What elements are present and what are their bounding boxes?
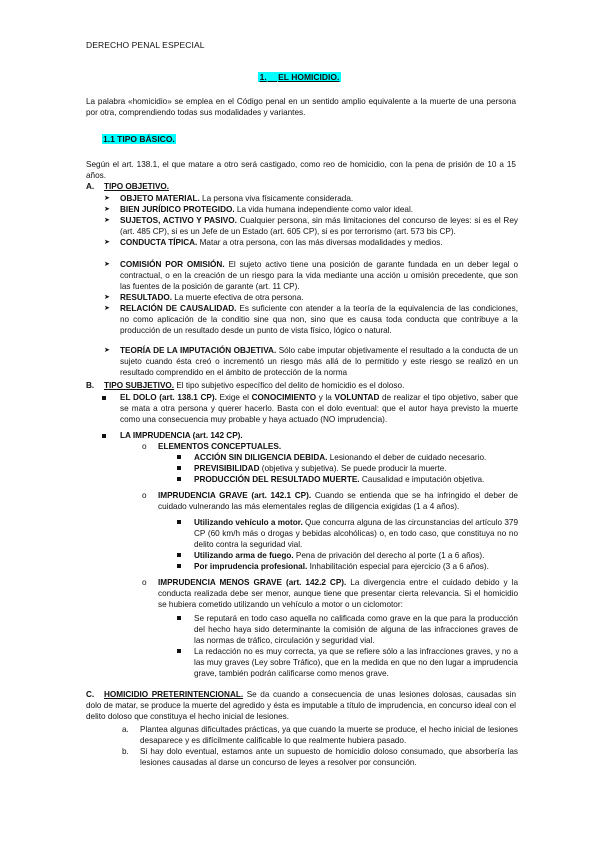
article-paragraph: Según el art. 138.1, el que matare a otro será castigado, como reo de homicidio, con la pena de prisión de 10 a 15 años.	[86, 160, 516, 180]
arrow-bullet-icon: ➤	[104, 239, 110, 246]
dolo-text-2: y la	[316, 393, 335, 402]
item-title: RESULTADO.	[120, 293, 173, 302]
section-a-heading	[86, 181, 170, 192]
grave-item	[194, 517, 518, 550]
subsection-title-text: 1.1 TIPO BÁSICO.	[103, 134, 175, 144]
small-square-bullet-icon	[177, 477, 181, 481]
elemento-item	[194, 474, 518, 485]
tipo-objetivo-item	[120, 193, 518, 204]
section-a-title: TIPO OBJETIVO.	[104, 182, 170, 191]
item-title: TEORÍA DE LA IMPUTACIÓN OBJETIVA.	[120, 346, 277, 355]
item-marker: a.	[122, 725, 129, 734]
menos-grave-item: La redacción no es muy correcta, ya que se refiere sólo a las infracciones graves, y no a las muy graves (Ley sobre Tráfico), que en la medida en que no den lugar a imprudencia grave, también podrán calificarse como menos grave.	[194, 647, 518, 678]
small-square-bullet-icon	[177, 616, 181, 620]
arrow-bullet-icon: ➤	[104, 261, 110, 268]
elemento-text: Causalidad e imputación objetiva.	[359, 475, 485, 484]
tipo-objetivo-item	[120, 237, 518, 248]
item-text: Sólo cabe imputar objetivamente el resultado a la conducta de un sujeto cuando ésta creó o incrementó un riesgo más allá de lo permitido y este riesgo se realizó en un resultado comprendido en el ámbito de protección de la norma	[120, 346, 518, 377]
imprudencia-grave-title: IMPRUDENCIA GRAVE (art. 142.1 CP).	[158, 491, 312, 500]
section-c-marker: C.	[86, 690, 95, 699]
item-title: RELACIÓN DE CAUSALIDAD.	[120, 304, 237, 313]
arrow-bullet-icon: ➤	[104, 206, 110, 213]
grave-item-text: Que concurra alguna de las circunstancias del artículo 379 CP (60 km/h más o drogas y bebidas alcohólicas) o, en todo caso, que constituya no no delito contra la seguridad vial.	[194, 518, 519, 549]
item-title: BIEN JURÍDICO PROTEGIDO.	[120, 205, 235, 214]
tipo-objetivo-item	[120, 204, 518, 215]
section-b-marker: B.	[86, 381, 95, 390]
imprudencia-grave	[158, 490, 518, 512]
arrow-bullet-icon: ➤	[104, 195, 110, 202]
dolo-text-3: de realizar el tipo objetivo, saber que se mata a otra persona y querer hacerlo. Basta con el dolo eventual: que el autor haya previsto la muerte como una consecuencia muy probable y haya actuado (NO imprudencia).	[120, 393, 518, 424]
elemento-title: ACCIÓN SIN DILIGENCIA DEBIDA.	[194, 453, 328, 462]
small-square-bullet-icon	[177, 553, 181, 557]
elemento-text: Lesionando el deber de cuidado necesario.	[327, 453, 487, 462]
imprudencia-menos-grave	[158, 577, 518, 610]
circle-bullet-icon: o	[142, 578, 147, 587]
small-square-bullet-icon	[177, 649, 181, 653]
tipo-objetivo-item	[120, 345, 518, 378]
elemento-text: (objetiva y subjetiva). Se puede producir la muerte.	[259, 464, 447, 473]
menos-grave-item: Se reputará en todo caso aquella no calificada como grave en la que para la producción del hecho haya sido determinante la comisión de alguna de las infracciones graves de las normas de tráfico, circulación y seguridad vial.	[194, 614, 518, 645]
section-number: 1.	[259, 72, 267, 82]
arrow-bullet-icon: ➤	[104, 347, 110, 354]
intro-paragraph: La palabra «homicidio» se emplea en el Código penal en un sentido amplio equivalente a la muerte de una persona por otra, comprendiendo todas sus modalidades y variantes.	[86, 97, 516, 117]
imprudencia-menos-grave-title: IMPRUDENCIA MENOS GRAVE (art. 142.2 CP).	[158, 578, 347, 587]
arrow-bullet-icon: ➤	[104, 294, 110, 301]
square-bullet-icon	[102, 392, 106, 403]
section-c-text: Se da cuando a consecuencia de unas lesiones dolosas, causadas sin dolo de matar, se produce la muerte del agredido y ésta es imputable a título de imprudencia, en concurso ideal con el delito doloso que constituya el hecho inicial de lesiones.	[86, 690, 517, 721]
tipo-objetivo-item	[120, 303, 518, 336]
item-title: COMISIÓN POR OMISIÓN.	[120, 260, 225, 269]
preterintencional-item: Plantea algunas dificultades prácticas, ya que cuando la muerte se produce, el hecho inicial de lesiones desaparece y es difícilmente calificable lo que realmente hubiera pasado.	[140, 725, 518, 745]
grave-item	[194, 561, 518, 572]
circle-bullet-icon: o	[142, 442, 147, 451]
item-title: OBJETO MATERIAL.	[120, 194, 200, 203]
grave-item-text: Inhabilitación especial para ejercicio (3 a 6 años).	[307, 562, 489, 571]
dolo-voluntad: VOLUNTAD	[334, 393, 380, 402]
small-square-bullet-icon	[177, 564, 181, 568]
grave-item-title: Por imprudencia profesional.	[194, 562, 308, 571]
elemento-item	[194, 452, 518, 463]
section-title-highlight	[258, 72, 342, 82]
imprudencia-title: LA IMPRUDENCIA (art. 142 CP).	[120, 431, 243, 440]
grave-item	[194, 550, 518, 561]
square-bullet-icon	[102, 430, 106, 441]
item-text: La persona viva físicamente considerada.	[199, 194, 354, 203]
dolo-item	[120, 392, 518, 425]
item-text: Es suficiente con atender a la teoría de la equivalencia de las condiciones, no como aplicación de la conditio sine qua non, sino que es causa toda conducta que contribuye a la producción de un resultado desde un punto de vista físico, lógico o natural.	[120, 304, 518, 335]
tipo-objetivo-item	[120, 259, 518, 292]
subsection-title	[102, 134, 176, 145]
imprudencia-grave-text: Cuando se entienda que se ha infringido el deber de cuidado vulnerando las más elementales reglas de diligencia exigidas (1 a 4 años).	[158, 491, 518, 511]
elemento-item	[194, 463, 518, 474]
arrow-bullet-icon: ➤	[104, 305, 110, 312]
dolo-conocimiento: CONOCIMIENTO	[251, 393, 317, 402]
elementos-heading: ELEMENTOS CONCEPTUALES.	[158, 442, 282, 451]
small-square-bullet-icon	[177, 466, 181, 470]
elemento-title: PREVISIBILIDAD	[194, 464, 260, 473]
dolo-text-1: Exige el	[216, 393, 252, 402]
imprudencia-menos-grave-text: La divergencia entre el cuidado debido y la conducta realizada debe ser menor, aunque tiene que presentar cierta relevancia. Si el homicidio se hubiera cometido utilizando un vehículo a motor o un ciclomotor:	[158, 578, 518, 609]
section-a-marker: A.	[86, 182, 95, 191]
section-title-text: EL HOMICIDIO.	[278, 72, 340, 82]
section-b-title: TIPO SUBJETIVO.	[104, 381, 175, 390]
item-text: La muerte efectiva de otra persona.	[172, 293, 304, 302]
section-b-title-rest: El tipo subjetivo específico del delito de homicidio es el doloso.	[174, 381, 405, 390]
item-text: La vida humana independiente como valor ideal.	[234, 205, 414, 214]
item-text: El sujeto activo tiene una posición de garante fundada en un deber legal o contractual, o en la creación de un riesgo para la vida mediante una acción u omisión precedente, que son las fuentes de la posición de garante (art. 11 CP).	[120, 260, 518, 291]
grave-item-title: Utilizando vehículo a motor.	[194, 518, 303, 527]
arrow-bullet-icon: ➤	[104, 217, 110, 224]
section-c	[86, 689, 516, 722]
preterintencional-item: Si hay dolo eventual, estamos ante un supuesto de homicidio doloso consumado, que absorbería las lesiones causadas al darse un concurso de leyes a resolver por consunción.	[140, 747, 518, 767]
item-title: CONDUCTA TÍPICA.	[120, 238, 198, 247]
section-title	[0, 72, 599, 83]
small-square-bullet-icon	[177, 455, 181, 459]
item-text: Cualquier persona, sin más limitaciones del concurso de leyes: si es el Rey (art. 485 CP), si es un Jefe de un Estado (art. 605 CP), si es por terrorismo (art. 573 bis CP).	[120, 216, 518, 236]
grave-item-title: Utilizando arma de fuego.	[194, 551, 294, 560]
small-square-bullet-icon	[177, 520, 181, 524]
tipo-objetivo-item	[120, 292, 518, 303]
circle-bullet-icon: o	[142, 491, 147, 500]
item-text: Matar a otra persona, con las más diversas modalidades y medios.	[197, 238, 443, 247]
dolo-title: EL DOLO (art. 138.1 CP).	[120, 393, 217, 402]
item-marker: b.	[122, 747, 129, 756]
tipo-objetivo-item	[120, 215, 518, 237]
item-title: SUJETOS, ACTIVO Y PASIVO.	[120, 216, 237, 225]
elemento-title: PRODUCCIÓN DEL RESULTADO MUERTE.	[194, 475, 360, 484]
section-c-title: HOMICIDIO PRETERINTENCIONAL.	[104, 690, 244, 699]
section-b-heading	[86, 380, 516, 391]
grave-item-text: Pena de privación del derecho al porte (1 a 6 años).	[293, 551, 485, 560]
page-header: DERECHO PENAL ESPECIAL	[86, 40, 205, 50]
